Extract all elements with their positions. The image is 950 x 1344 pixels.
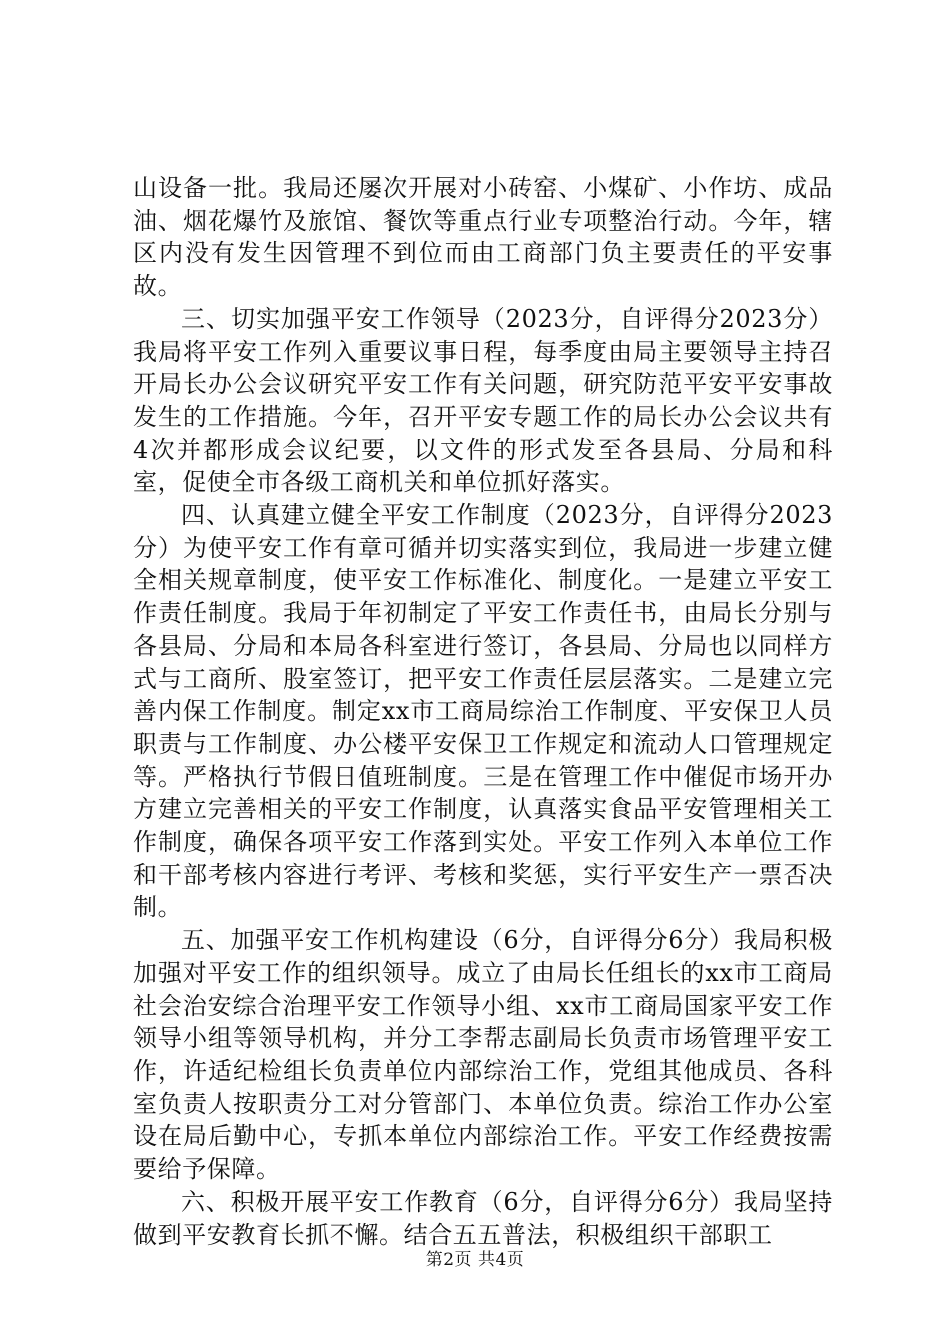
paragraph-4: 五、加强平安工作机构建设（6分，自评得分6分）我局积极加强对平安工作的组织领导。成立了由局长任组长的xx市工商局社会治安综合治理平安工作领导小组、xx市工商局国家平安工作领导小组等领导机构，并分工李帮志副局长负责市场管理平安工作，许适纪检组长负责单位内部综治工作，党组其他成员、各科室负责人按职责分工对分管部门、本单位负责。综治工作办公室设在局后勤中心，专抓本单位内部综治工作。平安工作经费按需要给予保障。 [133, 926, 833, 1184]
paragraph-5: 六、积极开展平安工作教育（6分，自评得分6分）我局坚持做到平安教育长抓不懈。结合五五普法，积极组织干部职工 [133, 1187, 833, 1249]
paragraph-3: 四、认真建立健全平安工作制度（2023分，自评得分2023分）为使平安工作有章可循并切实落实到位，我局进一步建立健全相关规章制度，使平安工作标准化、制度化。一是建立平安工作责任制度。我局于年初制定了平安工作责任书，由局长分别与各县局、分局和本局各科室进行签订，各县局、分局也以同样方式与工商所、股室签订，把平安工作责任层层落实。二是建立完善内保工作制度。制定xx市工商局综治工作制度、平安保卫人员职责与工作制度、办公楼平安保卫工作规定和流动人口管理规定等。严格执行节假日值班制度。三是在管理工作中催促市场开办方建立完善相关的平安工作制度，认真落实食品平安管理相关工作制度，确保各项平安工作落到实处。平安工作列入本单位工作和干部考核内容进行考评、考核和奖惩，实行平安生产一票否决制。 [133, 501, 833, 922]
paragraph-2: 三、切实加强平安工作领导（2023分，自评得分2023分）我局将平安工作列入重要议事日程，每季度由局主要领导主持召开局长办公会议研究平安工作有关问题，研究防范平安平安事故发生的工作措施。今年，召开平安专题工作的局长办公会议共有4次并都形成会议纪要，以文件的形式发至各县局、分局和科室，促使全市各级工商机关和单位抓好落实。 [133, 304, 833, 497]
document-body [133, 172, 833, 1251]
page-footer: 第2页 共4页 [425, 1250, 525, 1270]
paragraph-1: 山设备一批。我局还屡次开展对小砖窑、小煤矿、小作坊、成品油、烟花爆竹及旅馆、餐饮等重点行业专项整治行动。今年，辖区内没有发生因管理不到位而由工商部门负主要责任的平安事故。 [133, 174, 833, 301]
